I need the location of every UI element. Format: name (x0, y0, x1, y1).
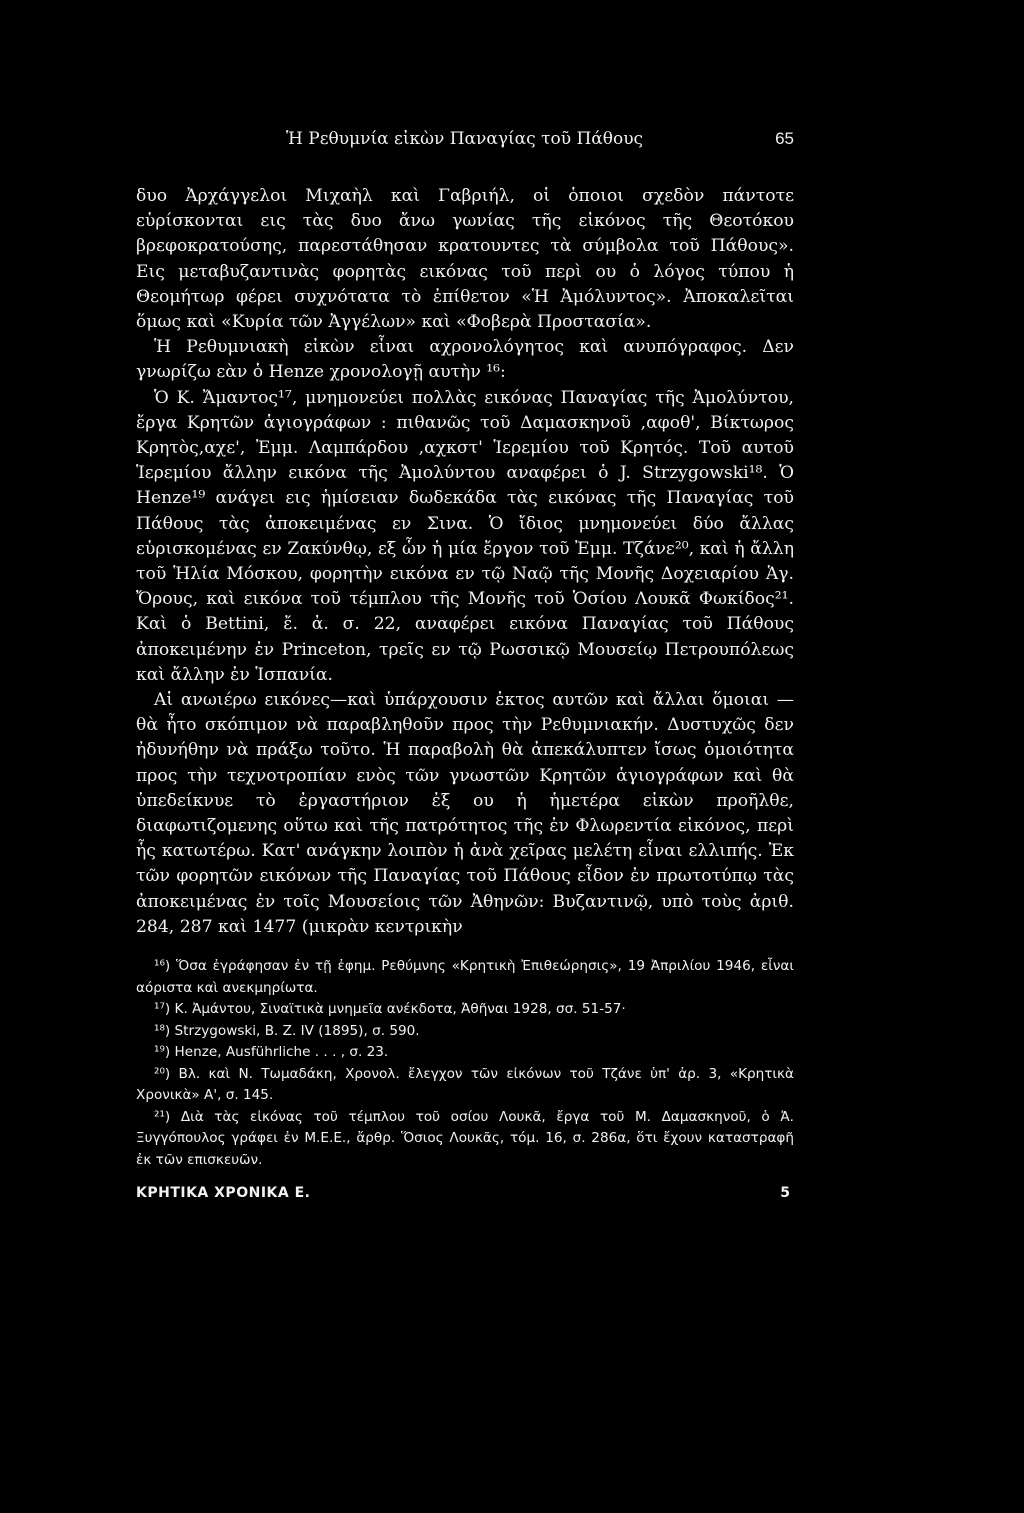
printer-signature: ΚΡΗΤΙΚΑ ΧΡΟΝΙΚΑ Ε. (136, 1185, 311, 1202)
running-head (136, 128, 794, 162)
footnote-18: ¹⁸) Strzygowski, B. Z. IV (1895), σ. 590. (154, 1022, 420, 1039)
page-footer (136, 1185, 794, 1207)
page-number: 65 (775, 129, 794, 148)
footnote-21: ²¹) Διὰ τὰς εἰκόνας τοῦ τέμπλου τοῦ οσίου Λουκᾶ, ἔργα τοῦ Μ. Δαμασκηνοῦ, ὁ Ἀ. Ξυγγόπουλος γράφει ἐν Μ.Ε.Ε., ἄρθρ. Ὅσιος Λουκᾶς, τόμ. 16, σ. 286α, ὅτι ἔχουν καταστραφῆ ἐκ τῶν επισκευῶν. (136, 1108, 794, 1168)
footnote-17: ¹⁷) Κ. Ἀμάντου, Σιναϊτικὰ μνημεῖα ανέκδοτα, Ἀθῆναι 1928, σσ. 51-57· (154, 1001, 626, 1018)
paragraph-continuation: δυο Ἀρχάγγελοι Μιχαὴλ καὶ Γαβριήλ, οἱ ὁποιοι σχεδὸν πάντοτε εὑρίσκονται εις τὰς δυο ἄνω γωνίας τῆς εἰκόνος τῆς Θεοτόκου βρεφοκρατούσης, παρεστάθησαν κρατουντες τὰ σύμβολα τοῦ Πάθους». Εις μεταβυζαντινὰς φορητὰς εικόνας τοῦ περὶ ου ὁ λόγος τύπου ἡ Θεομήτωρ φέρει συχνότατα τὸ ἐπίθετον «Ἡ Ἀμόλυντος». Ἀποκαλεῖται ὅμως καὶ «Κυρία τῶν Ἀγγέλων» καὶ «Φοβερὰ Προστασία». (136, 186, 794, 333)
footnote-20: ²⁰) Βλ. καὶ Ν. Τωμαδάκη, Χρονολ. ἔλεγχον τῶν εἰκόνων τοῦ Τζάνε ὑπ' ἀρ. 3, «Κρητικὰ Χρονικὰ» Α', σ. 145. (136, 1065, 794, 1104)
paragraph-comparison: Αἱ ανωιέρω εικόνες—καὶ ὑπάρχουσιν ἐκτος αυτῶν καὶ ἄλλαι ὅμοιαι —θὰ ἦτο σκόπιμον νὰ παραβληθοῦν προς τὴν Ρεθυμνιακήν. Δυστυχῶς δεν ἠδυνήθην νὰ πράξω τοῦτο. Ἡ παραβολὴ θὰ ἀπεκάλυπτεν ἴσως ὁμοιότητα προς τὴν τεχνοτροπίαν ενὸς τῶν γνωστῶν Κρητῶν ἁγιογράφων καὶ θὰ ὑπεδείκνυε τὸ ἐργαστήριον ἐξ ου ἡ ἡμετέρα εἰκὼν προῆλθε, διαφωτιζομενης οὕτω καὶ τῆς πατρότητος τῆς ἐν Φλωρεντία εἰκόνος, περὶ ἧς κατωτέρω. Κατ' ανάγκην λοιπὸν ἡ ἀνὰ χεῖρας μελέτη εἶναι ελλιπής. Ἐκ τῶν φορητῶν εικόνων τῆς Παναγίας τοῦ Πάθους εἶδον ἐν πρωτοτύπῳ τὰς ἀποκειμένας ἐν τοῖς Μουσείοις τῶν Ἀθηνῶν: Βυζαντινῷ, υπὸ τοὺς ἀριθ. 284, 287 καὶ 1477 (μικρὰν κεντρικὴν (136, 690, 794, 937)
body-text (136, 184, 794, 940)
paragraph-dating: Ἡ Ρεθυμνιακὴ εἰκὼν εἶναι αχρονολόγητος καὶ ανυπόγραφος. Δεν γνωρίζω εὰν ὁ Henze χρονολογῇ αυτὴν ¹⁶: (136, 337, 794, 383)
footnote-16: ¹⁶) Ὅσα ἐγράφησαν ἐν τῇ ἐφημ. Ρεθύμνης «Κρητικὴ Ἐπιθεώρησις», 19 Ἀπριλίου 1946, εἶναι αόριστα καὶ ανεκμηρίωτα. (136, 958, 794, 996)
sheet-number: 5 (780, 1185, 790, 1202)
footnote-19: ¹⁹) Henze, Ausführliche . . . , σ. 23. (154, 1044, 389, 1061)
running-title: Ἡ Ρεθυμνία εἰκὼν Παναγίας τοῦ Πάθους (286, 129, 644, 149)
paragraph-amantos: Ὁ Κ. Ἄμαντος¹⁷, μνημονεύει πολλὰς εικόνας Παναγίας τῆς Ἀμολύντου, ἔργα Κρητῶν ἁγιογράφων : πιθανῶς τοῦ Δαμασκηνοῦ ,αφοθ', Βίκτωρος Κρητὸς,αχε', Ἐμμ. Λαμπάρδου ,αχκστ' Ἱερεμίου τοῦ Κρητός. Τοῦ αυτοῦ Ἱερεμίου ἄλλην εικόνα τῆς Ἀμολύντου αναφέρει ὁ J. Strzygowski¹⁸. Ὁ Henze¹⁹ ανάγει εις ἡμίσειαν δωδεκάδα τὰς εικόνας τῆς Παναγίας τοῦ Πάθους τὰς ἀποκειμένας εν Σινα. Ὁ ἴδιος μνημονεύει δύο ἄλλας εὑρισκομένας εν Ζακύνθῳ, εξ ὧν ἡ μία ἔργον τοῦ Ἐμμ. Τζάνε²⁰, καὶ ἡ ἄλλη τοῦ Ἡλία Μόσκου, φορητὴν εικόνα εν τῷ Ναῷ τῆς Μονῆς Δοχειαρίου Ἁγ. Ὄρους, καὶ εικόνα τοῦ τέμπλου τῆς Μονῆς τοῦ Ὁσίου Λουκᾶ Φωκίδος²¹. Καὶ ὁ Bettini, ἔ. ἀ. σ. 22, αναφέρει εικόνα Παναγίας τοῦ Πάθους ἀποκειμένην ἐν Princeton, τρεῖς εν τῷ Ρωσσικῷ Μουσείῳ Πετρουπόλεως καὶ ἄλλην ἐν Ἱσπανία. (136, 387, 794, 685)
footnotes (136, 956, 794, 1171)
book-page (136, 128, 794, 1207)
